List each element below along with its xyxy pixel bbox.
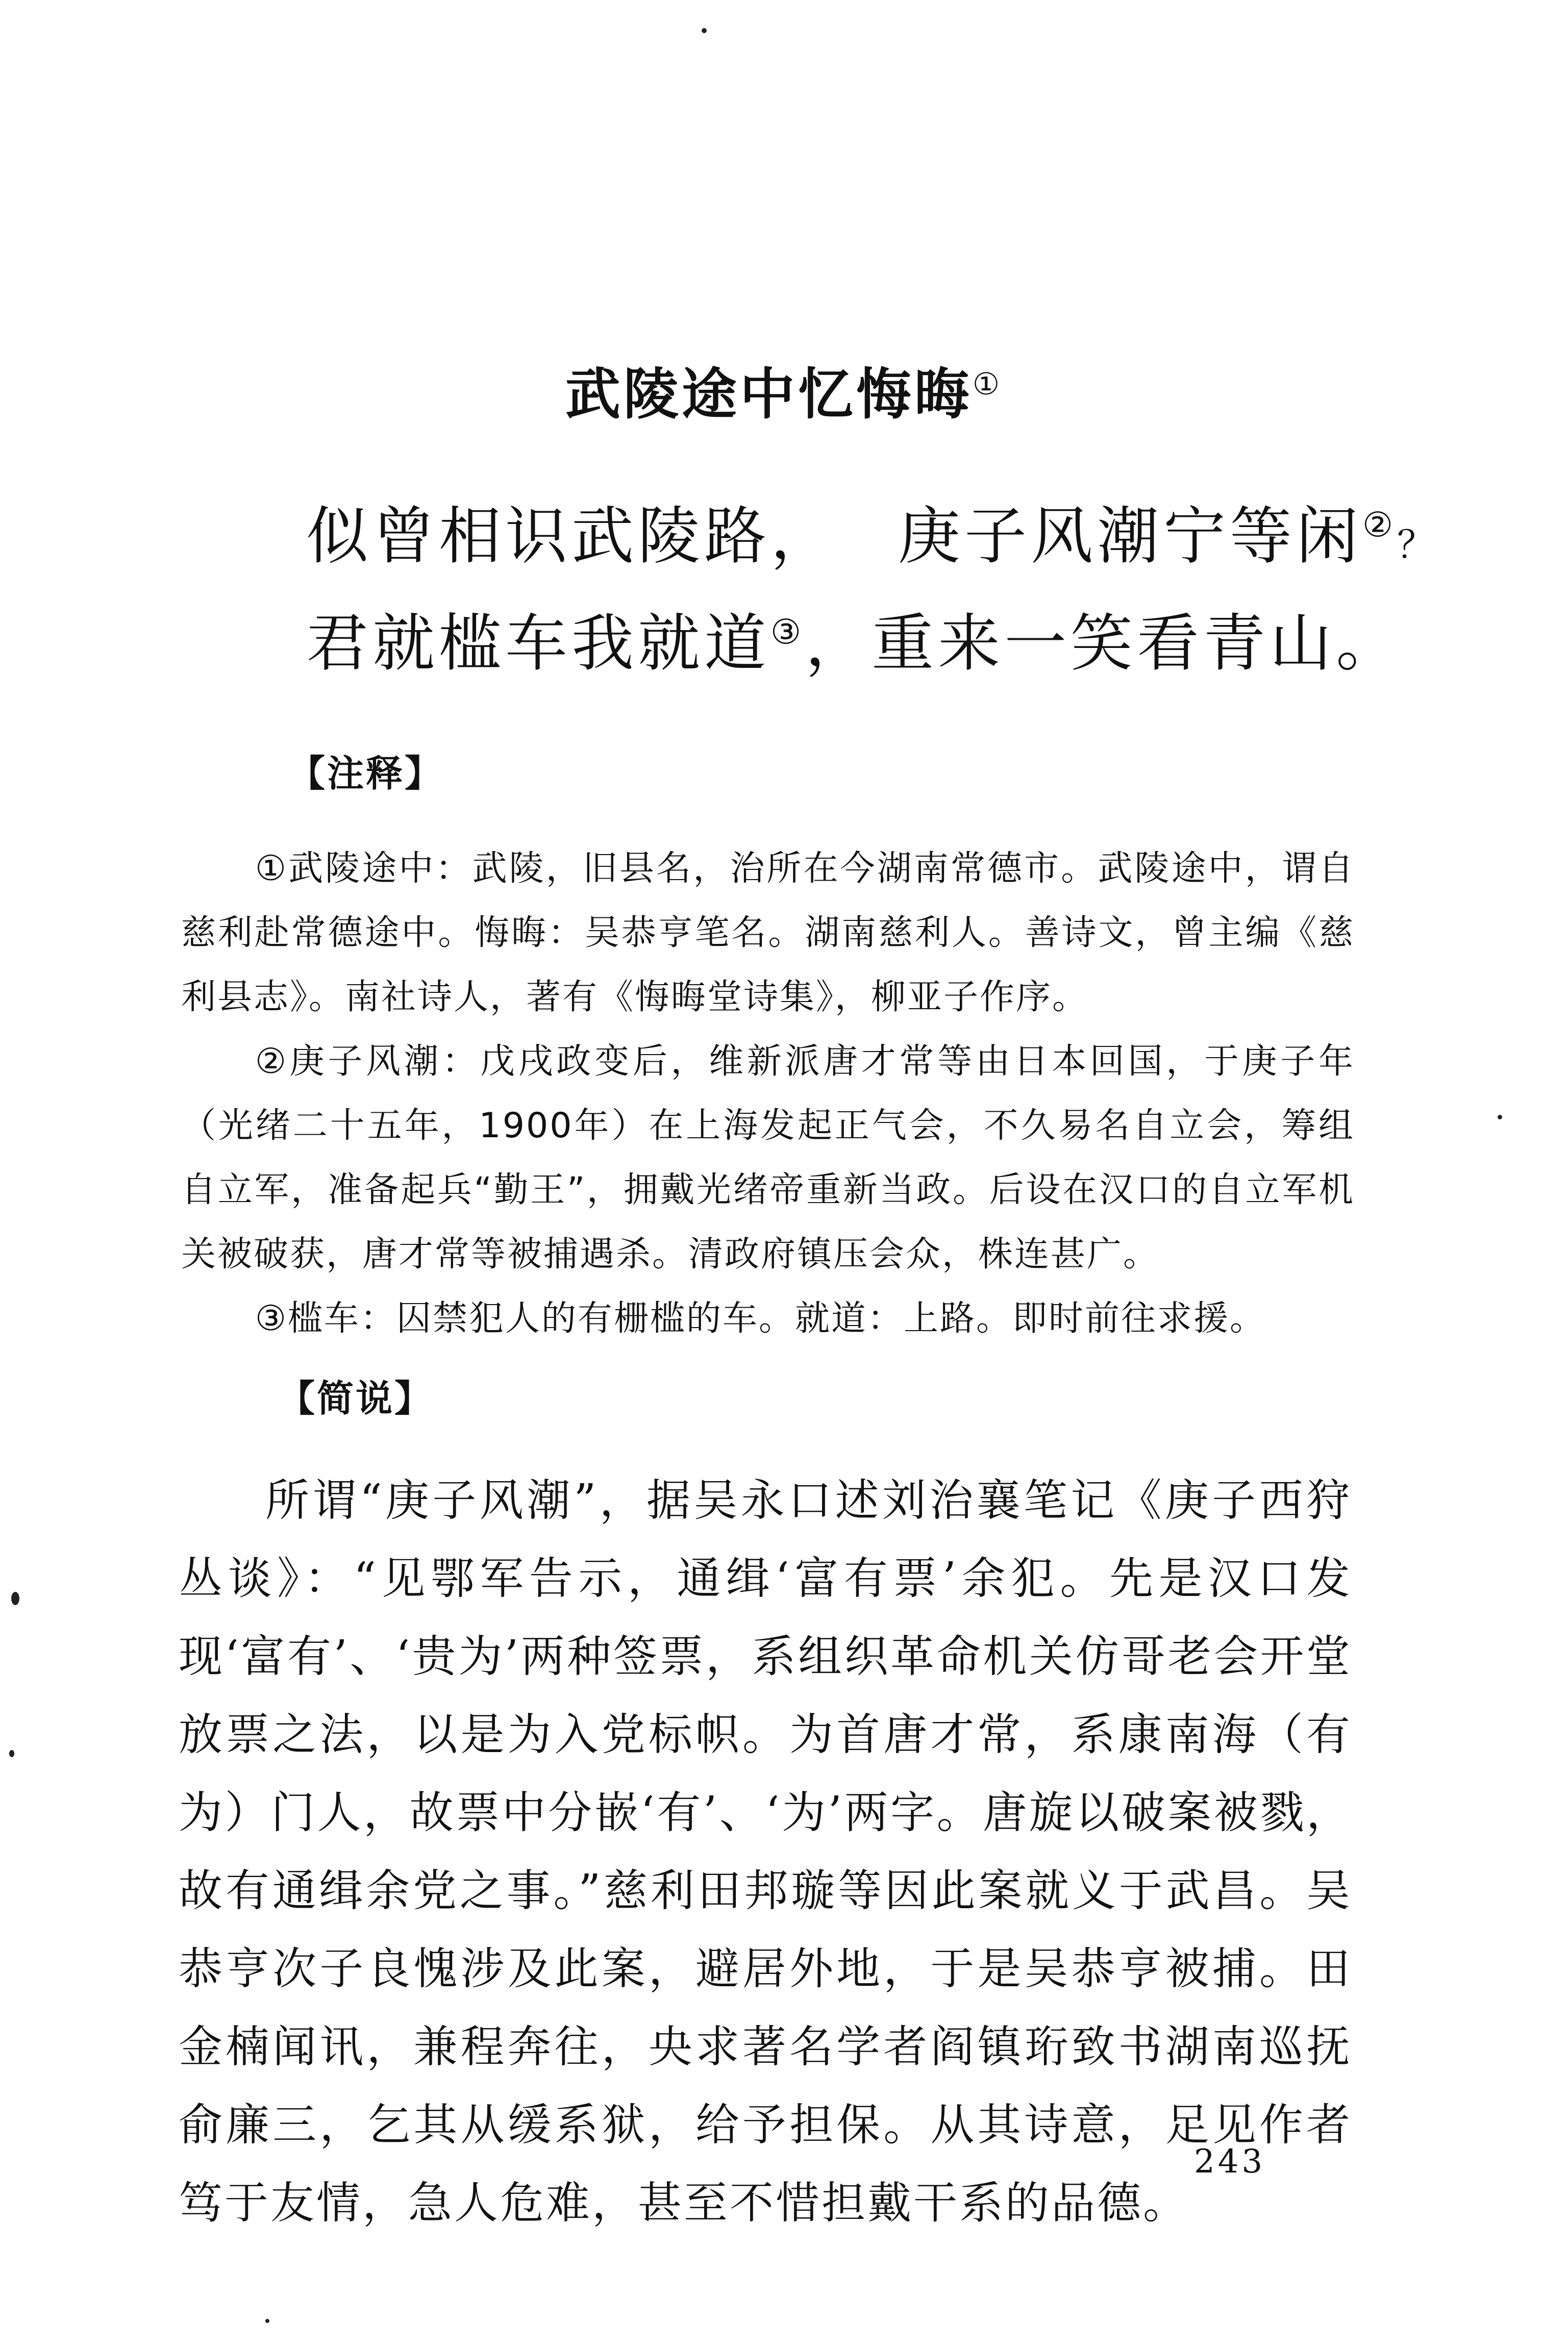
scan-speck bbox=[265, 2319, 269, 2323]
commentary-heading: 【简说】 bbox=[278, 1377, 434, 1420]
scan-speck bbox=[1498, 1115, 1502, 1119]
scan-speck bbox=[702, 28, 707, 33]
notes-body bbox=[181, 837, 1355, 1351]
footnote-marker-2: ② bbox=[1362, 505, 1398, 545]
note-item: ①武陵途中：武陵，旧县名，治所在今湖南常德市。武陵途中，谓自慈利赴常德途中。悔晦：吴恭亨笔名。湖南慈利人。善诗文，曾主编《慈利县志》。南社诗人，著有《悔晦堂诗集》，柳亚子作序。 bbox=[181, 848, 1355, 1017]
notes-heading: 【注释】 bbox=[288, 752, 444, 795]
commentary-paragraph: 所谓“庚子风潮”，据吴永口述刘治襄笔记《庚子西狩丛谈》：“见鄂军告示，通缉‘富有票’余犯。先是汉口发现‘富有’、‘贵为’两种签票，系组织革命机关仿哥老会开堂放票之法，以是为入党标帜。为首唐才常，系康南海（有为）门人，故票中分嵌‘有’、‘为’两字。唐旋以破案被戮，故有通缉余党之事。”慈利田邦璇等因此案就义于武昌。吴恭亨次子良愧涉及此案，避居外地，于是吴恭亨被捕。田金楠闻讯，兼程奔往，央求著名学者阎镇珩致书湖南巡抚俞廉三，乞其从缓系狱，给予担保。从其诗意，足见作者笃于友情，急人危难，甚至不惜担戴干系的品德。 bbox=[179, 1475, 1352, 2229]
poem-line-1 bbox=[306, 500, 1439, 572]
scan-speck bbox=[11, 1592, 19, 1605]
scan-speck bbox=[9, 1750, 14, 1757]
poem-title-text: 武陵途中忆悔晦 bbox=[565, 363, 973, 427]
poem-title bbox=[0, 363, 1568, 427]
note-item: ③槛车：囚禁犯人的有栅槛的车。就道：上路。即时前往求援。 bbox=[255, 1298, 1266, 1339]
poem-line-1-end-punct: ？ bbox=[1397, 523, 1439, 567]
commentary-body bbox=[179, 1462, 1352, 2242]
poem-line-1-second-half: 庚子风潮宁等闲 bbox=[898, 500, 1362, 572]
poem-line-1-first-half: 似曾相识武陵路， bbox=[306, 500, 837, 572]
poem-line-2-first-half: 君就槛车我就道 bbox=[306, 607, 770, 680]
footnote-marker-1: ① bbox=[972, 367, 1003, 402]
footnote-marker-3: ③ bbox=[770, 612, 806, 652]
poem-line-2 bbox=[306, 607, 1403, 680]
poem-line-2-second-half: ，重来一笑看青山。 bbox=[805, 607, 1403, 680]
note-item: ②庚子风潮：戊戌政变后，维新派唐才常等由日本回国，于庚子年（光绪二十五年，1900年）在上海发起正气会，不久易名自立会，筹组自立军，准备起兵“勤王”，拥戴光绪帝重新当政。后设在汉口的自立军机关被破获，唐才常等被捕遇杀。清政府镇压会众，株连甚广。 bbox=[181, 1041, 1355, 1275]
page-number: 243 bbox=[1194, 2143, 1266, 2181]
